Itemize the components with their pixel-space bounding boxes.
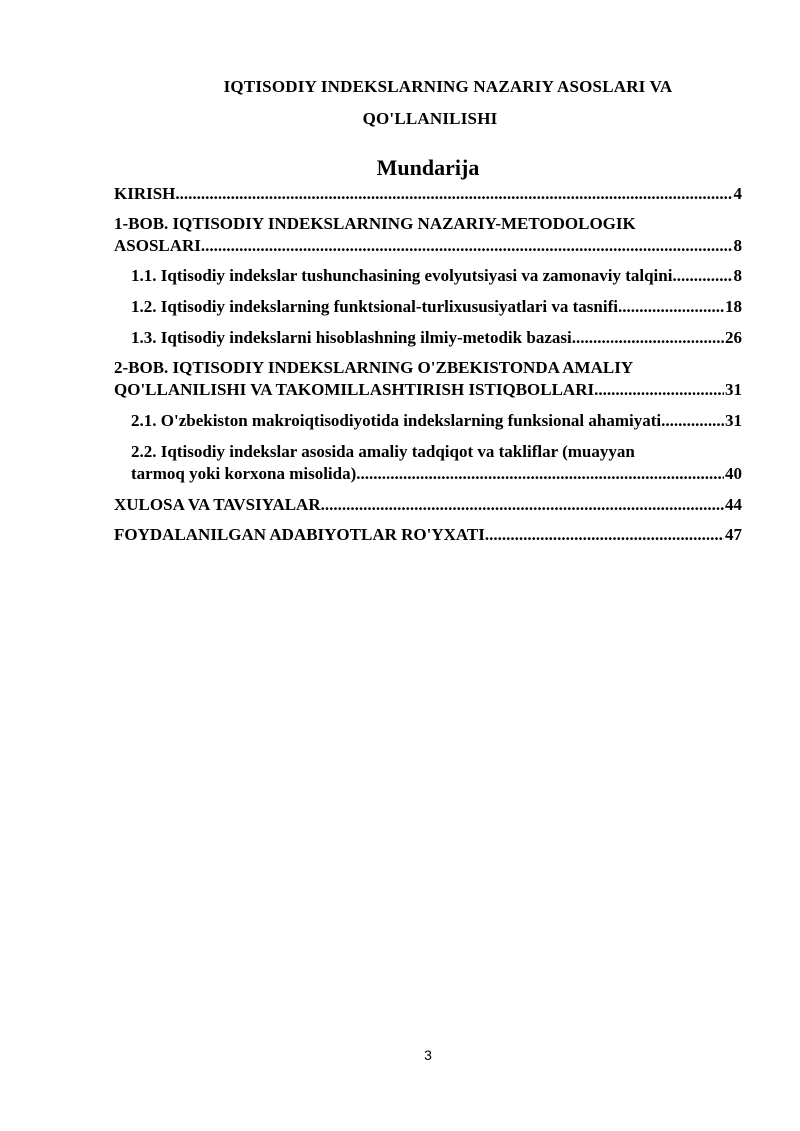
- toc-entry-title: FOYDALANILGAN ADABIYOTLAR RO'YXATI: [114, 525, 485, 544]
- toc-entry-title: tarmoq yoki korxona misolida): [131, 464, 357, 483]
- toc-leader-dots: [175, 183, 732, 205]
- toc-entry-title: KIRISH: [114, 184, 176, 203]
- toc-entry-kirish[interactable]: [114, 183, 742, 205]
- toc-entry-section-1-2[interactable]: [131, 296, 742, 318]
- page-number: 3: [424, 1047, 432, 1063]
- toc-entry-title: 1.1. Iqtisodiy indekslar tushunchasining evolyutsiyasi va zamonaviy talqini: [131, 266, 673, 285]
- toc-leader-dots: [672, 265, 732, 287]
- toc-leader-dots: [594, 379, 724, 401]
- toc-entry-title: ASOSLARI: [114, 236, 201, 255]
- toc-entry-title: 1.3. Iqtisodiy indekslarni hisoblashning ilmiy-metodik bazasi: [131, 328, 572, 347]
- toc-leader-dots: [618, 296, 724, 318]
- toc-leader-dots: [665, 410, 724, 432]
- document-title-line1: IQTISODIY INDEKSLARNING NAZARIY ASOSLARI VA: [223, 77, 673, 96]
- toc-entry-section-2-1[interactable]: [131, 410, 742, 432]
- toc-entry-section-1-1[interactable]: [131, 265, 742, 287]
- toc-entry-title: QO'LLANILISHI VA TAKOMILLASHTIRISH ISTIQBOLLARI: [114, 380, 595, 399]
- toc-entry-title-line1: 1-BOB. IQTISODIY INDEKSLARNING NAZARIY-METODOLOGIK: [114, 214, 636, 233]
- toc-entry-chapter-1[interactable]: [114, 213, 742, 257]
- toc-entry-conclusion[interactable]: [114, 494, 742, 516]
- toc-page-number: 44: [725, 495, 742, 514]
- toc-entry-section-2-2[interactable]: [131, 441, 742, 485]
- toc-heading: Mundarija: [376, 155, 480, 180]
- toc-leader-dots: [321, 494, 724, 516]
- toc-entry-references[interactable]: [114, 524, 742, 546]
- toc-entry-section-1-3[interactable]: [131, 327, 742, 349]
- toc-page-number: 47: [725, 525, 742, 544]
- toc-page-number: 18: [725, 297, 742, 316]
- toc-leader-dots: [201, 235, 733, 257]
- toc-page-number: 8: [733, 266, 742, 285]
- toc-page-number: 40: [725, 464, 742, 483]
- toc-page-number: 26: [725, 328, 742, 347]
- toc-leader-dots: [356, 463, 724, 485]
- toc-page-number: 31: [725, 380, 742, 399]
- toc-entry-title: 1.2. Iqtisodiy indekslarning funktsional-turlixususiyatlari va tasnifi: [131, 297, 618, 316]
- document-title-line2: QO'LLANILISHI: [362, 109, 498, 128]
- toc-page-number: 31: [725, 411, 742, 430]
- toc-page-number: 8: [733, 236, 742, 255]
- toc-leader-dots: [572, 327, 724, 349]
- toc-leader-dots: [485, 524, 724, 546]
- toc-entry-title: XULOSA VA TAVSIYALAR: [114, 495, 321, 514]
- toc-entry-title: 2.1. O'zbekiston makroiqtisodiyotida indekslarning funksional ahamiyati.: [131, 411, 666, 430]
- toc-page-number: 4: [733, 184, 742, 203]
- toc-entry-chapter-2[interactable]: [114, 357, 742, 401]
- toc-entry-title-line1: 2-BOB. IQTISODIY INDEKSLARNING O'ZBEKISTONDA AMALIY: [114, 358, 634, 377]
- toc-entry-title-line1: 2.2. Iqtisodiy indekslar asosida amaliy tadqiqot va takliflar (muayyan: [131, 442, 635, 461]
